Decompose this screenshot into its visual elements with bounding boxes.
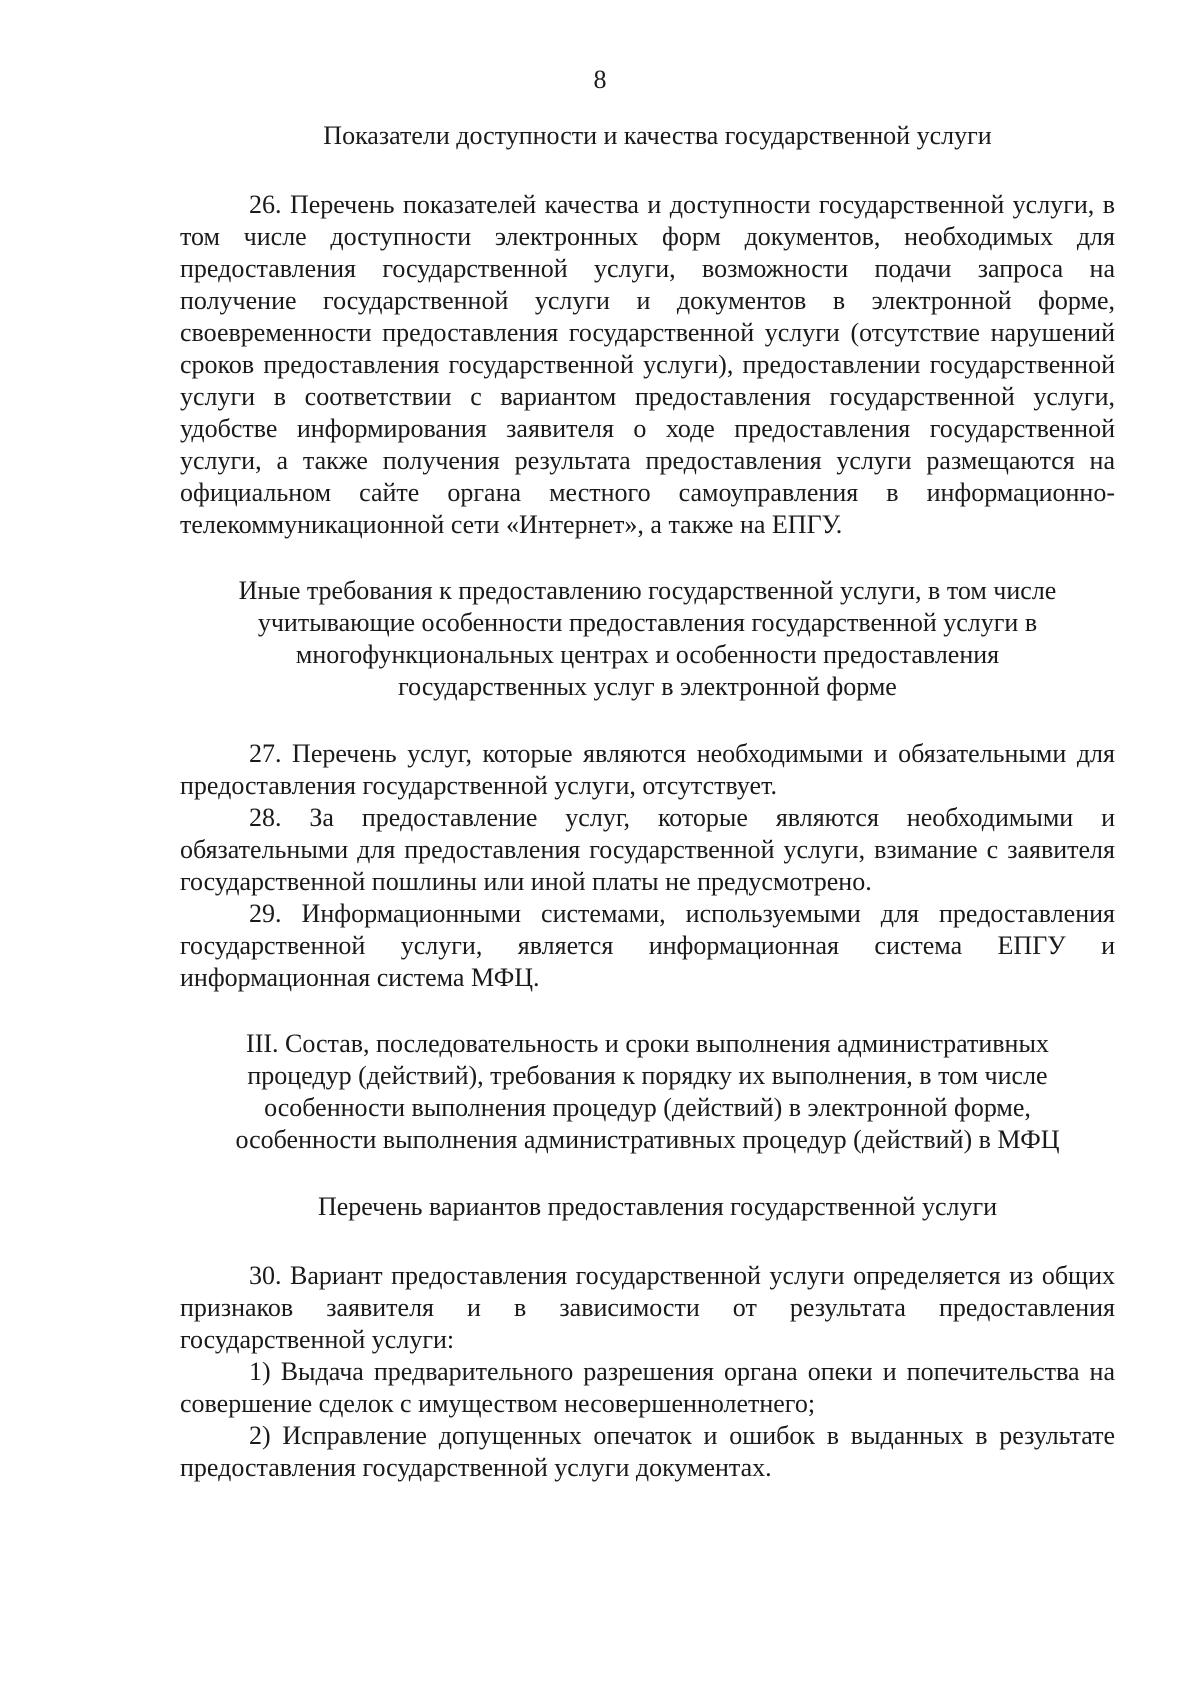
document-body: [180, 120, 1115, 1484]
heading-line: III. Состав, последовательность и сроки выполнения административных: [246, 1029, 1049, 1058]
heading-section-3: [180, 1028, 1115, 1156]
heading-line: Иные требования к предоставлению государственной услуги, в том числе: [238, 576, 1057, 605]
heading-quality-indicators: Показатели доступности и качества государственной услуги: [323, 121, 992, 150]
list-item-1: 1) Выдача предварительного разрешения органа опеки и попечительства на совершение сделок с имуществом несовершеннолетнего;: [180, 1357, 1115, 1418]
heading-line: государственных услуг в электронной форме: [398, 672, 897, 701]
paragraph-26: 26. Перечень показателей качества и доступности государственной услуги, в том числе доступности электронных форм документов, необходимых для предоставления государственной услуги, возможности подачи запроса на получение государственной услуги и документов в электронной форме, своевременности предоставления государственной услуги (отсутствие нарушений сроков предоставления государственной услуги), предоставлении государственной услуги в соответствии с вариантом предоставления государственной услуги, удобстве информирования заявителя о ходе предоставления государственной услуги, а также получения результата предоставления услуги размещаются на официальном сайте органа местного самоуправления в информационно-телекоммуникационной сети «Интернет», а также на ЕПГУ.: [180, 190, 1115, 539]
page-number: 8: [593, 65, 607, 94]
paragraph-28: 28. За предоставление услуг, которые являются необходимыми и обязательными для предоставления государственной услуги, взимание с заявителя государственной пошлины или иной платы не предусмотрено.: [180, 803, 1115, 896]
heading-line: многофункциональных центрах и особенности предоставления: [295, 640, 1000, 669]
paragraph-30: 30. Вариант предоставления государственной услуги определяется из общих признаков заявителя и в зависимости от результата предоставления государственной услуги:: [180, 1261, 1115, 1354]
paragraph-29: 29. Информационными системами, используемыми для предоставления государственной услуги, является информационная система ЕПГУ и информационная система МФЦ.: [180, 899, 1115, 992]
heading-line: процедур (действий), требования к порядку их выполнения, в том числе: [247, 1061, 1048, 1090]
heading-line: учитывающие особенности предоставления государственной услуги в: [257, 608, 1038, 637]
list-item-2: 2) Исправление допущенных опечаток и ошибок в выданных в результате предоставления государственной услуги документах.: [180, 1421, 1115, 1482]
heading-service-variants: Перечень вариантов предоставления государственной услуги: [317, 1192, 998, 1221]
heading-line: особенности выполнения административных процедур (действий) в МФЦ: [235, 1125, 1060, 1154]
heading-other-requirements: [180, 575, 1115, 703]
heading-line: особенности выполнения процедур (действий) в электронной форме,: [264, 1093, 1031, 1122]
paragraph-27: 27. Перечень услуг, которые являются необходимыми и обязательными для предоставления государственной услуги, отсутствует.: [180, 739, 1115, 800]
